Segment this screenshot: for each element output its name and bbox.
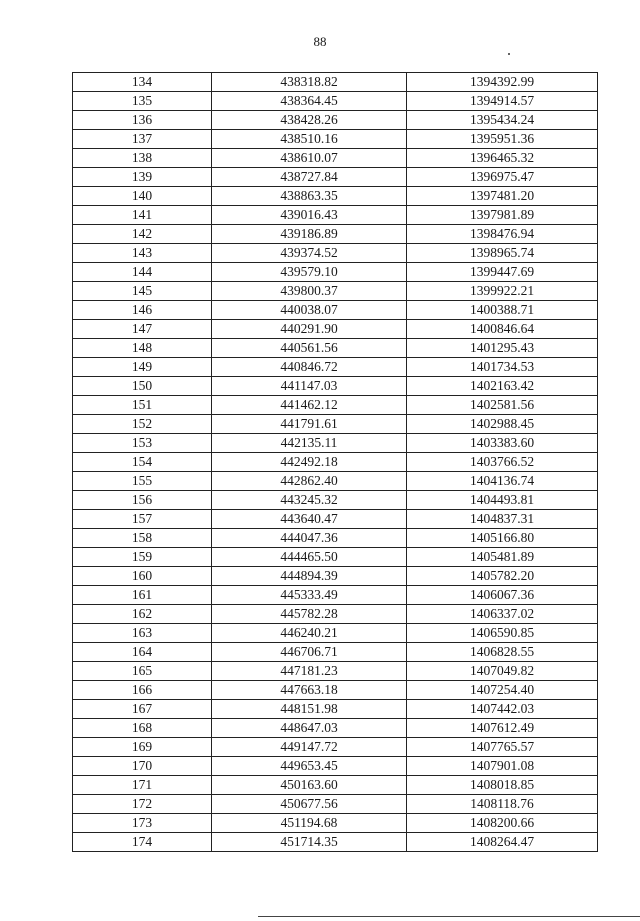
y-coordinate-cell: 1397481.20 [407, 187, 598, 206]
table-row [73, 187, 598, 206]
point-number-cell: 162 [73, 605, 212, 624]
y-coordinate-cell: 1394392.99 [407, 73, 598, 92]
x-coordinate-cell: 449653.45 [212, 757, 407, 776]
y-coordinate-cell: 1405166.80 [407, 529, 598, 548]
table-row [73, 510, 598, 529]
y-coordinate-cell: 1402581.56 [407, 396, 598, 415]
x-coordinate-cell: 438364.45 [212, 92, 407, 111]
table-row [73, 301, 598, 320]
point-number-cell: 153 [73, 434, 212, 453]
y-coordinate-cell: 1406337.02 [407, 605, 598, 624]
table-row [73, 377, 598, 396]
table-row [73, 396, 598, 415]
table-row [73, 168, 598, 187]
x-coordinate-cell: 450677.56 [212, 795, 407, 814]
x-coordinate-cell: 443245.32 [212, 491, 407, 510]
point-number-cell: 148 [73, 339, 212, 358]
table-row [73, 339, 598, 358]
table-row [73, 719, 598, 738]
x-coordinate-cell: 440038.07 [212, 301, 407, 320]
y-coordinate-cell: 1400388.71 [407, 301, 598, 320]
x-coordinate-cell: 442862.40 [212, 472, 407, 491]
point-number-cell: 160 [73, 567, 212, 586]
table-row [73, 130, 598, 149]
y-coordinate-cell: 1401734.53 [407, 358, 598, 377]
point-number-cell: 164 [73, 643, 212, 662]
table-row [73, 111, 598, 130]
point-number-cell: 136 [73, 111, 212, 130]
point-number-cell: 141 [73, 206, 212, 225]
y-coordinate-cell: 1407442.03 [407, 700, 598, 719]
point-number-cell: 171 [73, 776, 212, 795]
y-coordinate-cell: 1407765.57 [407, 738, 598, 757]
y-coordinate-cell: 1403766.52 [407, 453, 598, 472]
y-coordinate-cell: 1408264.47 [407, 833, 598, 852]
x-coordinate-cell: 440846.72 [212, 358, 407, 377]
x-coordinate-cell: 438510.16 [212, 130, 407, 149]
x-coordinate-cell: 444047.36 [212, 529, 407, 548]
y-coordinate-cell: 1399447.69 [407, 263, 598, 282]
x-coordinate-cell: 450163.60 [212, 776, 407, 795]
y-coordinate-cell: 1396465.32 [407, 149, 598, 168]
x-coordinate-cell: 439186.89 [212, 225, 407, 244]
table-row [73, 605, 598, 624]
table-row [73, 320, 598, 339]
point-number-cell: 173 [73, 814, 212, 833]
page-number: 88 [313, 34, 327, 49]
scan-speck [508, 53, 510, 55]
table-row [73, 244, 598, 263]
table-row [73, 586, 598, 605]
y-coordinate-cell: 1408118.76 [407, 795, 598, 814]
y-coordinate-cell: 1395951.36 [407, 130, 598, 149]
y-coordinate-cell: 1397981.89 [407, 206, 598, 225]
point-number-cell: 137 [73, 130, 212, 149]
y-coordinate-cell: 1407901.08 [407, 757, 598, 776]
point-number-cell: 143 [73, 244, 212, 263]
point-number-cell: 142 [73, 225, 212, 244]
point-number-cell: 169 [73, 738, 212, 757]
table-row [73, 92, 598, 111]
y-coordinate-cell: 1405782.20 [407, 567, 598, 586]
y-coordinate-cell: 1404837.31 [407, 510, 598, 529]
x-coordinate-cell: 451194.68 [212, 814, 407, 833]
point-number-cell: 167 [73, 700, 212, 719]
y-coordinate-cell: 1402988.45 [407, 415, 598, 434]
y-coordinate-cell: 1408200.66 [407, 814, 598, 833]
y-coordinate-cell: 1408018.85 [407, 776, 598, 795]
table-row [73, 282, 598, 301]
x-coordinate-cell: 446240.21 [212, 624, 407, 643]
table-row [73, 491, 598, 510]
y-coordinate-cell: 1403383.60 [407, 434, 598, 453]
bottom-rule [258, 916, 640, 917]
x-coordinate-cell: 439579.10 [212, 263, 407, 282]
point-number-cell: 146 [73, 301, 212, 320]
x-coordinate-cell: 448151.98 [212, 700, 407, 719]
table-row [73, 567, 598, 586]
point-number-cell: 144 [73, 263, 212, 282]
table-row [73, 206, 598, 225]
table-row [73, 814, 598, 833]
point-number-cell: 157 [73, 510, 212, 529]
x-coordinate-cell: 439016.43 [212, 206, 407, 225]
table-row [73, 415, 598, 434]
table-row [73, 358, 598, 377]
point-number-cell: 156 [73, 491, 212, 510]
x-coordinate-cell: 441462.12 [212, 396, 407, 415]
x-coordinate-cell: 441147.03 [212, 377, 407, 396]
table-row [73, 795, 598, 814]
table-row [73, 149, 598, 168]
table-row [73, 776, 598, 795]
x-coordinate-cell: 443640.47 [212, 510, 407, 529]
x-coordinate-cell: 444465.50 [212, 548, 407, 567]
point-number-cell: 172 [73, 795, 212, 814]
x-coordinate-cell: 438727.84 [212, 168, 407, 187]
x-coordinate-cell: 440291.90 [212, 320, 407, 339]
y-coordinate-cell: 1406067.36 [407, 586, 598, 605]
y-coordinate-cell: 1401295.43 [407, 339, 598, 358]
x-coordinate-cell: 447181.23 [212, 662, 407, 681]
table-row [73, 757, 598, 776]
y-coordinate-cell: 1394914.57 [407, 92, 598, 111]
table-row [73, 529, 598, 548]
point-number-cell: 159 [73, 548, 212, 567]
table-row [73, 434, 598, 453]
y-coordinate-cell: 1405481.89 [407, 548, 598, 567]
point-number-cell: 138 [73, 149, 212, 168]
table-row [73, 700, 598, 719]
point-number-cell: 149 [73, 358, 212, 377]
table-body [73, 73, 598, 852]
table-row [73, 263, 598, 282]
y-coordinate-cell: 1406590.85 [407, 624, 598, 643]
coordinates-table [72, 72, 598, 852]
y-coordinate-cell: 1406828.55 [407, 643, 598, 662]
table-row [73, 681, 598, 700]
x-coordinate-cell: 438863.35 [212, 187, 407, 206]
x-coordinate-cell: 442135.11 [212, 434, 407, 453]
table-row [73, 225, 598, 244]
y-coordinate-cell: 1396975.47 [407, 168, 598, 187]
x-coordinate-cell: 438428.26 [212, 111, 407, 130]
point-number-cell: 166 [73, 681, 212, 700]
y-coordinate-cell: 1400846.64 [407, 320, 598, 339]
x-coordinate-cell: 446706.71 [212, 643, 407, 662]
y-coordinate-cell: 1398476.94 [407, 225, 598, 244]
point-number-cell: 139 [73, 168, 212, 187]
x-coordinate-cell: 439800.37 [212, 282, 407, 301]
y-coordinate-cell: 1399922.21 [407, 282, 598, 301]
y-coordinate-cell: 1404493.81 [407, 491, 598, 510]
table-row [73, 624, 598, 643]
point-number-cell: 134 [73, 73, 212, 92]
point-number-cell: 170 [73, 757, 212, 776]
table-row [73, 738, 598, 757]
point-number-cell: 165 [73, 662, 212, 681]
x-coordinate-cell: 444894.39 [212, 567, 407, 586]
point-number-cell: 150 [73, 377, 212, 396]
x-coordinate-cell: 447663.18 [212, 681, 407, 700]
x-coordinate-cell: 439374.52 [212, 244, 407, 263]
point-number-cell: 163 [73, 624, 212, 643]
x-coordinate-cell: 445333.49 [212, 586, 407, 605]
x-coordinate-cell: 449147.72 [212, 738, 407, 757]
table-row [73, 472, 598, 491]
point-number-cell: 161 [73, 586, 212, 605]
y-coordinate-cell: 1407254.40 [407, 681, 598, 700]
y-coordinate-cell: 1395434.24 [407, 111, 598, 130]
x-coordinate-cell: 441791.61 [212, 415, 407, 434]
point-number-cell: 135 [73, 92, 212, 111]
point-number-cell: 140 [73, 187, 212, 206]
y-coordinate-cell: 1402163.42 [407, 377, 598, 396]
x-coordinate-cell: 440561.56 [212, 339, 407, 358]
y-coordinate-cell: 1407049.82 [407, 662, 598, 681]
point-number-cell: 152 [73, 415, 212, 434]
x-coordinate-cell: 445782.28 [212, 605, 407, 624]
table-row [73, 643, 598, 662]
point-number-cell: 154 [73, 453, 212, 472]
x-coordinate-cell: 448647.03 [212, 719, 407, 738]
point-number-cell: 168 [73, 719, 212, 738]
x-coordinate-cell: 438318.82 [212, 73, 407, 92]
y-coordinate-cell: 1404136.74 [407, 472, 598, 491]
point-number-cell: 147 [73, 320, 212, 339]
table-row [73, 453, 598, 472]
x-coordinate-cell: 442492.18 [212, 453, 407, 472]
table-row [73, 73, 598, 92]
point-number-cell: 158 [73, 529, 212, 548]
x-coordinate-cell: 438610.07 [212, 149, 407, 168]
y-coordinate-cell: 1398965.74 [407, 244, 598, 263]
x-coordinate-cell: 451714.35 [212, 833, 407, 852]
table-row [73, 662, 598, 681]
y-coordinate-cell: 1407612.49 [407, 719, 598, 738]
table-row [73, 548, 598, 567]
point-number-cell: 174 [73, 833, 212, 852]
point-number-cell: 155 [73, 472, 212, 491]
point-number-cell: 151 [73, 396, 212, 415]
point-number-cell: 145 [73, 282, 212, 301]
table-row [73, 833, 598, 852]
